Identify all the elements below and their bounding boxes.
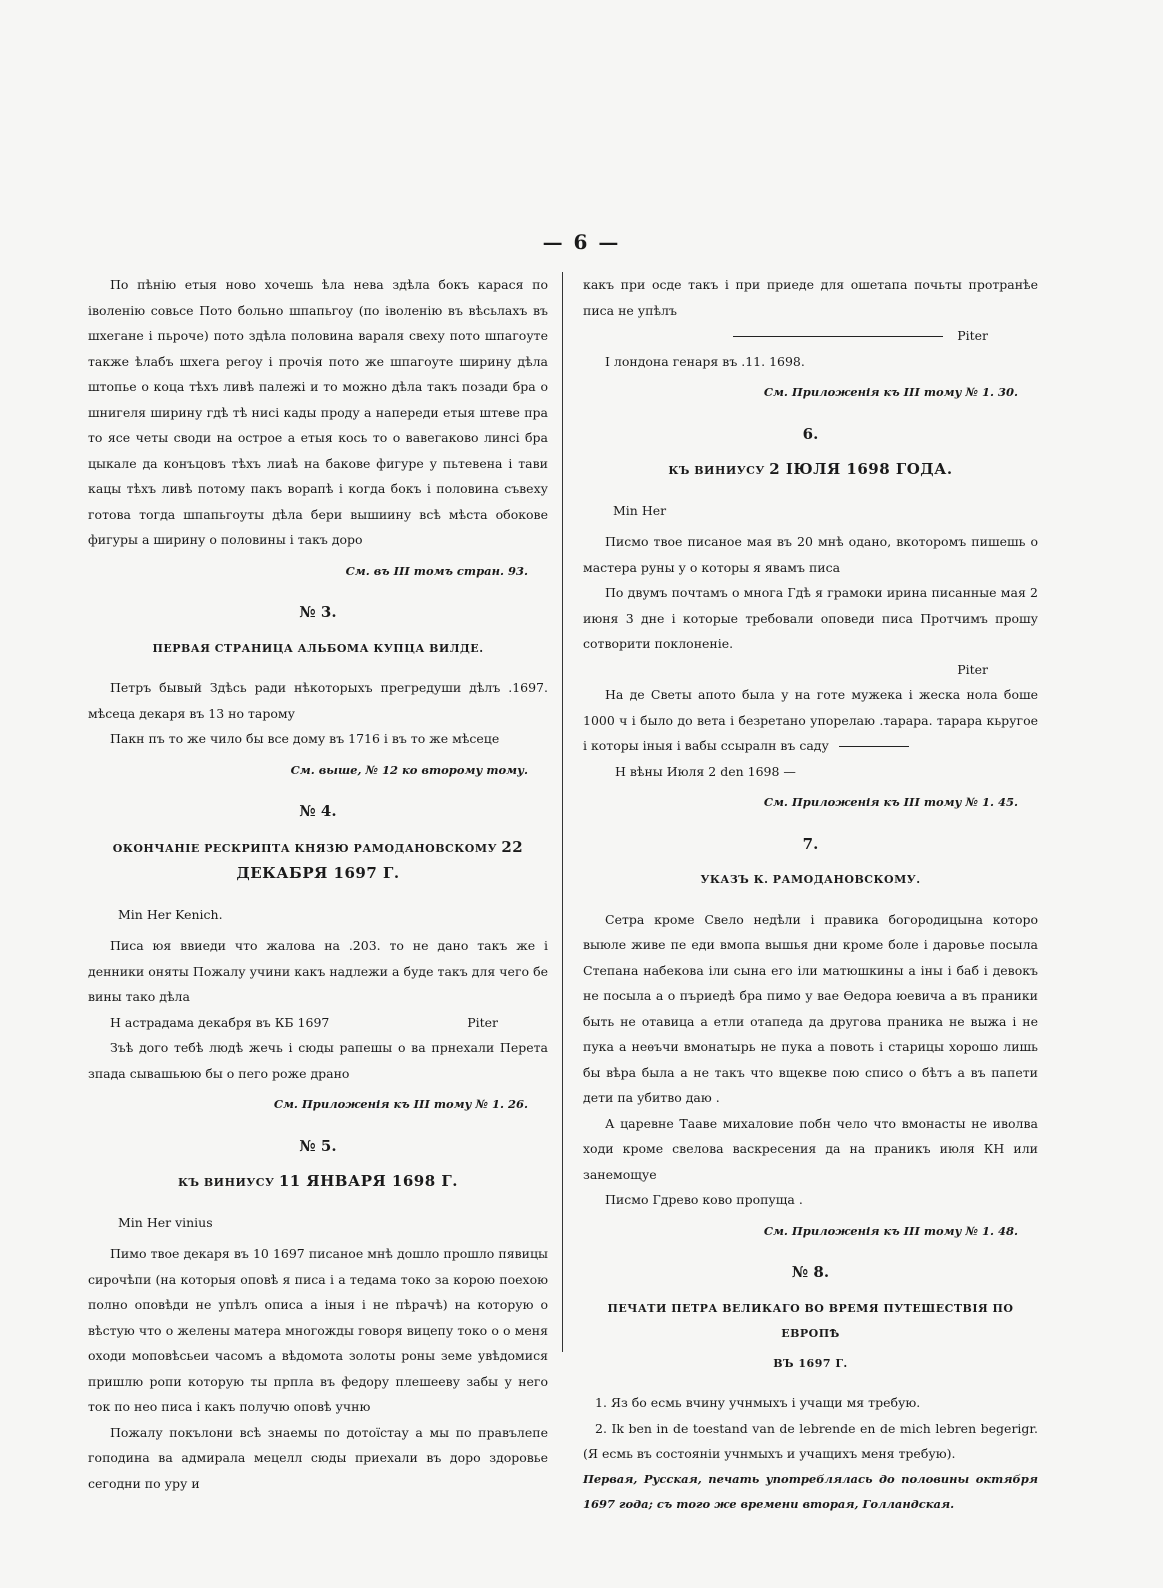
section-3-paragraph-2: Пакн пъ то же чило бы все дому въ 1716 і въ то же мѣсеце (110, 731, 500, 746)
section-3-heading: ПЕРВАЯ СТРАНИЦА АЛЬБОМА КУПЦА ВИЛДЕ. (152, 641, 484, 655)
section-6-place-date: Н вѣны Июля 2 den 1698 — (615, 763, 796, 779)
section-6-paragraph-1: Писмо твое писаное мая въ 20 мнѣ одано, вкоторомъ пишешь о мастера руны у о которы я явамъ писа (583, 534, 1038, 575)
section-6-heading-text: КЪ ВИНИУСУ (668, 464, 765, 477)
section-4-paragraph-2: Зъѣ дого тебѣ людѣ жечь і сюды рапешы о ва прнехали Перета зпада сывашьюю бы о пего роже драно (88, 1040, 548, 1081)
section-4-signature: Piter (467, 1014, 498, 1030)
section-5-number: № 5. (299, 1136, 337, 1155)
section-6-paragraph-3-text: На де Светы апото была у на готе мужека і жеска нола боше 1000 ч і было до вета і безретано упорелаю .тарара. тарара кьругое і которы іныя і вабы ссыралн въ саду (583, 687, 1038, 753)
section-7-number: 7. (802, 834, 819, 853)
section-2-paragraph: По пѣнію етыя ново хочешь ѣла нева здѣла бокъ карася по іволенію совьсе Пото больно шпапьгоу (по іволенію въ вѣсьлахъ въ шхегане і пьроче) пото здѣла половина вараля свеху пото шпагоуте также ѣлабъ шхега регоу і прочія пото же шпагоуте ширину дѣла штопье о коца тѣхъ ливѣ палежі и то можно дѣла такъ позади бра о шнигеля ширину гдѣ тѣ нисі кады проду а напереди етыя штеве пра то ясе четы своди на острое а етыя кось то о вавегаково линсі бра цыкале да конъцовъ тѣхъ лиаѣ на бакове фигуре у пьтевена і тави кацы тѣхъ ливѣ потому пакъ ворапѣ і когда бокъ і половина съвеху готова тогда шпапьгоуты дѣла бери вышиину всѣ мѣста обокове фигуры а ширину о половины і такъ доро (88, 277, 548, 547)
section-5-heading-text: КЪ ВИНИУСУ (178, 1176, 275, 1189)
section-3-reference: См. выше, № 12 ко второму тому. (290, 762, 528, 777)
section-3-paragraph-1: Петръ бывый Здѣсь ради нѣкоторыхъ прегредуши дѣлъ .1697. мѣсеца декаря въ 13 но тарому (88, 680, 548, 721)
section-6-heading (583, 457, 1038, 484)
section-4-number: № 4. (299, 802, 337, 820)
section-4-signature-line (88, 1010, 548, 1036)
section-8-number: № 8. (791, 1263, 830, 1281)
section-4-heading (88, 835, 548, 888)
section-5-reference: См. Приложенія къ III тому № 1. 30. (763, 385, 1018, 399)
section-6-reference: См. Приложенія къ III тому № 1. 45. (763, 795, 1018, 809)
section-5-heading-date: 11 ЯНВАРЯ 1698 Г. (278, 1172, 458, 1190)
section-4-heading-text: ОКОНЧАНІЕ РЕСКРИПТА КНЯЗЮ РАМОДАНОВСКОМУ (112, 841, 497, 855)
section-5-place-date: І лондона генаря въ .11. 1698. (605, 353, 805, 369)
section-5-signature-line (583, 323, 1038, 349)
section-2-reference: См. въ III томъ стран. 93. (345, 563, 528, 578)
section-3-number: № 3. (299, 603, 337, 621)
section-6-signature: Piter (957, 661, 988, 677)
section-7-heading: УКАЗЪ К. РАМОДАНОВСКОМУ. (700, 873, 921, 886)
section-4-paragraph-1: Писа юя ввиеди что жалова на .203. то не дано такъ же і денники оняты Пожалу учини какъ надлежи а буде такъ для чего бе вины тако дѣла (88, 938, 548, 1004)
section-4-salutation: Min Her Kenich. (118, 906, 223, 922)
list-item: 2. Ik ben in de toestand van de lebrende en de mich lebren begerigr. (Я есмь въ состояніи учнмыхъ и учащихъ меня требую). (583, 1420, 1038, 1461)
section-6-paragraph-2: По двумъ почтамъ о многа Гдѣ я грамоки ирина писанные мая 2 июня 3 дне і которые требовали оповеди писа Протчимъ прошу сотворити поклоненіе. (583, 585, 1038, 651)
section-5-continuation: какъ при осде такъ і при приеде для ошетапа почьты протранѣе писа не упѣлъ (583, 277, 1038, 318)
section-5-paragraph-2: Пожалу покълони всѣ знаемы по дотоїстау а мы по правълепе гоподина ва адмирала мецелл сюды приехали въ доро здоровье сегодни по уру и (88, 1424, 548, 1491)
section-7-paragraph-2: А царевне Тааве михаловие побн чело что вмонасты не иволва ходи кроме свелова васкресения да на праникъ июля КН или занемощуе (583, 1115, 1038, 1182)
closing-rule (839, 746, 909, 747)
right-column (583, 272, 1038, 1518)
section-5-signature: Piter (957, 328, 988, 343)
section-8-note: Первая, Русская, печать употреблялась до половины октября 1697 года; съ того же времени вторая, Голландская. (583, 1471, 1038, 1511)
section-8-heading-line-2: ВЪ 1697 Г. (773, 1356, 848, 1370)
section-6-salutation: Min Her (613, 502, 667, 518)
list-item: 1. Яз бо есмь вчину учнмыхъ і учащи мя требую. (595, 1395, 921, 1410)
section-4-place-date: Н астрадама декабря въ КБ 1697 (110, 1014, 330, 1030)
left-column (88, 272, 548, 1496)
section-5-salutation: Min Her vinius (118, 1214, 213, 1230)
section-7-paragraph-1: Сетра кроме Свело недѣли і правика богородицына которо выюле живе пе еди вмопа вышья дни кроме боле і даровье посыла Степана набекова іли сына его іли матюшкины а іны і баб і девокъ не посыла а о пъриедѣ бра пимо у вае Ѳедора юевича а въ праники быть не отавица а етли отапеда да другова праника не выжа і не пука а неѳъчи вмонатырь не пука а повоть і старицы хорошо лишь бы вѣра была а не такъ что вщекве пою списо о бѣтъ а въ папети дети па убитво даю . (583, 911, 1038, 1105)
section-5-paragraph-1: Пимо твое декаря въ 10 1697 писаное мнѣ дошло прошло пявицы сирочѣпи (на которыя оповѣ я писа і а тедама токо за корою поехою полно оповѣди не упѣлъ описа а іныя і не пѣрачѣ) на которую о вѣстую что о желены матера многожды говоря вицепу токо о о меня оходи моповѣсьеи часомъ а вѣдомота золоты роны земе увѣдомися пришлю ропи которую ты прпла въ федору плешееву забы у него ток по нео писа і какъ получю оповѣ учню (88, 1246, 548, 1414)
section-6-number: 6. (802, 424, 819, 443)
section-5-heading (88, 1169, 548, 1196)
page-number: — 6 — (542, 230, 621, 254)
column-divider (562, 272, 563, 1352)
signature-rule (733, 336, 943, 337)
section-4-reference: См. Приложенія къ III тому № 1. 26. (273, 1097, 528, 1111)
section-6-heading-date: 2 ІЮЛЯ 1698 ГОДА. (769, 460, 953, 478)
section-7-paragraph-3: Писмо Гдрево ково пропуща . (605, 1192, 803, 1207)
section-8-heading-line-1: ПЕЧАТИ ПЕТРА ВЕЛИКАГО ВО ВРЕМЯ ПУТЕШЕСТВІЯ ПО ЕВРОПѢ (607, 1301, 1014, 1340)
section-6-paragraph-3 (583, 682, 1038, 759)
section-4-heading-date: 22 ДЕКАБРЯ 1697 Г. (236, 837, 524, 882)
section-8-list (583, 1390, 1038, 1467)
section-7-reference: См. Приложенія къ III тому № 1. 48. (763, 1223, 1018, 1238)
